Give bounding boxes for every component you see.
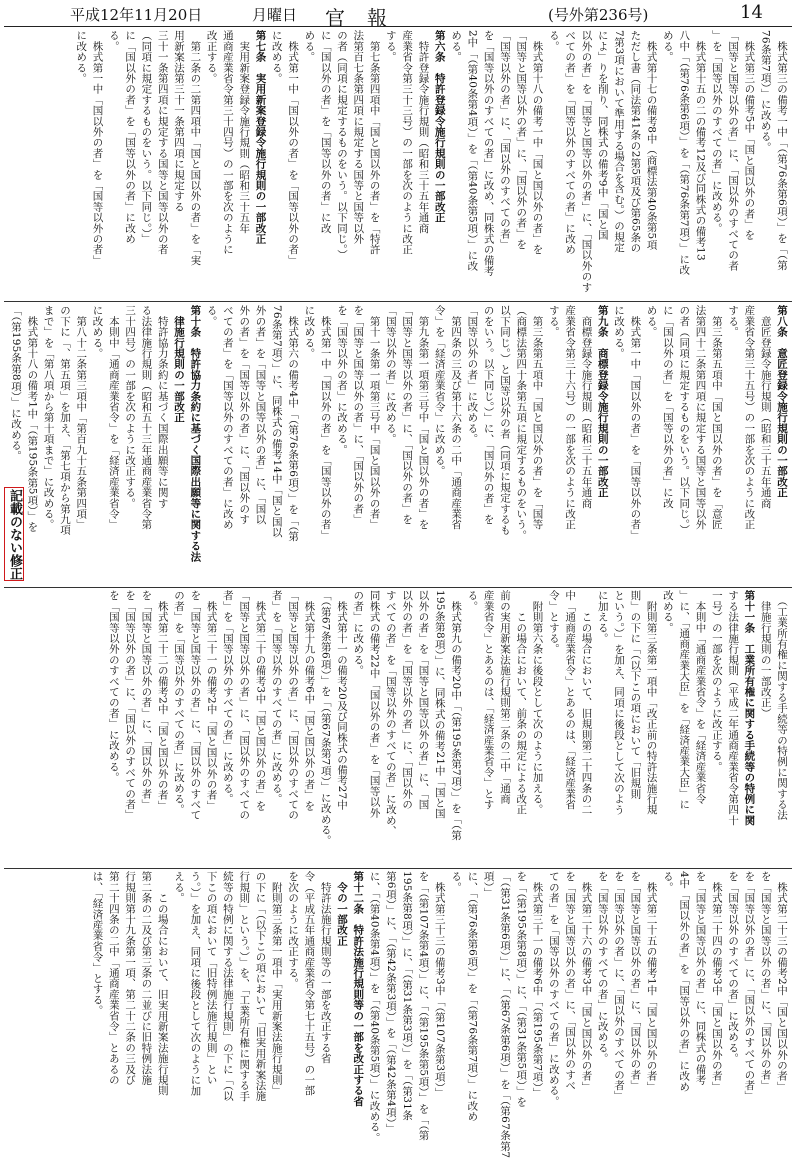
text-column: 法第四十二条第四項に規定する国等と国等以外 <box>694 305 707 530</box>
page-header <box>0 0 796 28</box>
text-column: 「国等と国等以外の者」に、「国以外のすべての <box>238 590 251 821</box>
text-column: を「国等と国等以外の者」に、「国以外の者」 <box>629 871 642 1091</box>
band-divider <box>4 301 792 302</box>
text-band-4 <box>6 871 790 1163</box>
text-column: 「（第195条第8項）」に改める。 <box>10 305 23 462</box>
text-column: 株式第二十五の備考1中「国と国以外の者」 <box>645 871 658 1092</box>
text-column: 「国等以外の者」に改める。 <box>384 305 397 445</box>
text-column: 特許登録令施行規則（昭和三十五年通商 <box>417 30 430 234</box>
text-column: る。 <box>466 590 479 612</box>
article-heading: 律施行規則の一部改正 <box>173 305 186 423</box>
text-column: 産業省令」とあるのは、「経済産業省令」とす <box>482 590 495 810</box>
text-column: の下に「、第五項」を加え、「第七項から第九項 <box>58 305 71 536</box>
text-column: 改める。 <box>661 590 674 633</box>
text-column: 「（第31条第6項）」に、「（第67条第6項）」を「（第67条第7項）」 <box>482 871 511 1159</box>
text-column: 令（平成五年通商産業省令第七十五号）の一部 <box>303 871 316 1096</box>
text-column: 「国等と国等以外の者」に、「国以外の者」を <box>515 30 528 250</box>
text-column: 株式第三十一の備考6中「（第195条第7項）」 <box>531 871 544 1099</box>
text-column: 令」とする。 <box>547 590 560 655</box>
text-column: 第三条第五項中「国と国以外の者」を「国等 <box>531 305 544 530</box>
gazette-title: 官報 <box>325 6 409 30</box>
text-column: 株式第一中「国以外の者」を「国等以外の者」 <box>287 30 300 266</box>
article-heading: 第九条 商標登録令施行規則の一部改正 <box>596 305 609 498</box>
article-heading: 第十二条 特許法施行規則等の一部を改正する省 <box>352 871 365 1107</box>
text-column: 改正する。 <box>205 30 218 84</box>
text-column: 用新案法第三十一条第四項に規定する <box>173 30 186 212</box>
issue-date: 平成12年11月20日 <box>70 6 203 24</box>
text-column: 同株式の備考22中「国以外の者」を「国等以外 <box>368 590 381 818</box>
text-column: 195条第8項）」に、「（第31条第3項）」を「（第31条 <box>401 871 414 1121</box>
text-column: に、「（第76条第6項）」を「（第76条第7項）」に改め <box>466 871 479 1122</box>
text-column: ただし書（同法第41条の2第5項及び第65条の <box>629 30 642 254</box>
text-column: 者」を「国等以外のすべての者」に改める。 <box>270 590 283 804</box>
text-column: 以下同じ。）と国等以外の者（同項に規定するも <box>498 305 511 536</box>
text-column: 株式第二十三の備考2中「国と国以外の者」 <box>776 871 788 1092</box>
text-column: 第十一条第一項第三号中「国と国以外の者」 <box>368 305 381 530</box>
article-heading: 第十条 特許協力条約に基づく国際出願等に関する法 <box>189 305 202 562</box>
text-column: 「国等以外の者」に改める。 <box>466 305 479 445</box>
text-column: 株式第十五の二の備考12及び同株式の備考13 <box>694 30 707 261</box>
text-column: 外の者」を「国等と国等以外の者」に、「国以 <box>254 305 267 525</box>
text-column: 以外の者」を「国等と国等以外の者」に、「国以外のす <box>580 30 593 293</box>
text-column: を「（第107条第4項）」に、「（第195条第5項）」を「（第 <box>417 871 430 1141</box>
text-band-2 <box>6 305 790 585</box>
text-column: を「国等と国等以外の者」に、「国以外のすべ <box>564 871 577 1091</box>
text-column: 則」の下に「（以下この項において「旧規則 <box>629 590 642 799</box>
text-column: 株式第一中「国以外の者」を「国等以外の者」 <box>629 305 642 541</box>
text-column: る。 <box>205 305 218 327</box>
text-column: 」に、「通商産業大臣」を「経済産業大臣」に <box>678 590 691 810</box>
text-column: （同項に規定するものをいう。以下同じ。）」 <box>140 30 153 245</box>
text-column: は、「経済産業省令」とする。 <box>91 871 104 1016</box>
text-column: する。 <box>547 305 560 338</box>
text-column: める。 <box>645 305 658 338</box>
text-column: の下に「（以下この項において「旧実用新案法施 <box>254 871 267 1102</box>
text-column: 株式第十七の備考8中（商標法第40条第5項 <box>645 30 658 251</box>
text-column: の者」に改める。 <box>352 590 365 676</box>
text-column: 2中「（第40条第4項）」を「（第40条第5項）」に改 <box>466 30 479 272</box>
text-column: 株式第二十一の備考2中「国と国以外の者」 <box>205 590 218 811</box>
text-column: る。 <box>547 30 560 52</box>
text-column: に改める。 <box>75 30 88 84</box>
text-column: える。 <box>173 871 186 904</box>
text-column: 株式第六の備考4中「（第76条第6項）」を「（第 <box>287 305 300 542</box>
text-column: を「国等以外の者」に、「国以外のすべての者」 <box>743 871 756 1102</box>
text-column: 前の実用新案法施行規則第二条の二中「通商 <box>498 590 511 804</box>
text-column: 「（第67条第6項）」を「（第67条第7項）」に改める。 <box>319 590 332 846</box>
text-column: 本則中「通商産業省令」を「経済産業省令 <box>694 590 707 804</box>
text-column: に「国以外の者」を「国等以外の者」に改 <box>319 30 332 234</box>
text-column: この場合において、前条の規定による改正 <box>515 590 528 815</box>
text-column: 附則第三条第一項中「改正前の特許法施行規 <box>645 590 658 815</box>
text-column: に「国以外の者」を「国等以外の者」に改め <box>124 30 137 244</box>
text-column: する。 <box>727 305 740 338</box>
text-column: 株式第一中「国以外の者」を「国等以外の者」 <box>319 305 332 541</box>
text-column: 株式第三の備考一中「（第76条第6項）」を「（第 <box>776 30 788 271</box>
article-heading: 令の一部改正 <box>335 871 348 946</box>
text-column: まで」を「第八項から第十項まで」に改める。 <box>42 305 55 530</box>
text-column: に改める。 <box>91 305 104 359</box>
text-column: 第二条の二及び第三条の二並びに旧特例法施 <box>140 871 153 1085</box>
text-column: 第七条第四項中「国と国以外の者」を「特許 <box>368 30 381 255</box>
text-column: る。 <box>450 871 463 893</box>
issue-number: (号外第236号) <box>548 6 649 24</box>
text-column: 」を「国等以外のすべての者」に改める。 <box>710 30 723 234</box>
text-column: 者」を「国等以外のすべての者」に改める。 <box>221 590 234 804</box>
text-column: （工業所有権に関する手続等の特例に関する法 <box>776 590 788 821</box>
text-column: を「国等と国等以外の者」に、「国以外の者」 <box>140 590 153 810</box>
text-column: によ」りを削り、同株式の備考9中「国と国 <box>596 30 609 241</box>
text-column: める。 <box>661 30 674 63</box>
text-column: 下この項において「旧特例法施行規則」とい <box>205 871 218 1085</box>
text-column: を「国等と国等以外の者」に、「国以外のすべて <box>189 590 202 821</box>
text-column: の者」を「国等以外のすべての者」に改める。 <box>173 590 186 815</box>
text-column: を「国等以外のすべての者」に改める。 <box>727 871 740 1064</box>
text-column: （商標法第四十条第五項に規定するものをいう。 <box>515 305 528 541</box>
text-column: を「国等以外の者」に、「国以外のすべての者」 <box>124 590 137 821</box>
text-column: 株式第二十の備考3中「国と国以外の者」を <box>254 590 267 811</box>
band-divider <box>4 868 792 869</box>
text-column: 産業省令第三十五号）の一部を次のように改正 <box>743 305 756 530</box>
text-column: 株式第十八の備考一中「国と国以外の者」を <box>531 30 544 255</box>
text-column: 附則第三条第一項中「実用新案法施行規則」 <box>270 871 283 1096</box>
text-column: 株式第九の備考20中「（第195条第7項）」を「（第 <box>450 590 463 841</box>
text-column: 株式第二十二の備考2中「国と国以外の者」 <box>156 590 169 811</box>
text-column: 本則中「通商産業省令」を「経済産業省令」 <box>107 305 120 530</box>
text-column: に改める。 <box>270 30 283 84</box>
text-column: この場合において、旧規則第二十四条の二 <box>580 590 593 815</box>
text-column: 特許法施行規則等の一部を改正する省 <box>319 871 332 1064</box>
text-column: 「国等と国等以外の者」に、「国以外の者」を <box>401 305 414 525</box>
text-column: を「国等と国等以外の者」に、「国以外の者」 <box>352 305 365 525</box>
text-column: 実用新案登録令施行規則（昭和三十五年 <box>238 30 251 234</box>
text-column: 通商産業省令第三十四号）の一部を次のように <box>221 30 234 255</box>
text-band-1 <box>6 30 790 297</box>
text-band-3 <box>6 590 790 865</box>
text-column: 第6項）」に、「（第42条第3項）」を「（第42条第4項）」 <box>384 871 397 1134</box>
text-column: に改める。 <box>613 305 626 359</box>
text-column: 株式第十九の備考6中「国と国以外の者」を <box>303 590 316 811</box>
article-heading: 第七条 実用新案登録令施行規則の一部改正 <box>254 30 267 244</box>
text-column: を「国等以外の者」に改める。 <box>335 305 348 455</box>
text-column: 第二十四条の二中「通商産業省令」とあるの <box>107 871 120 1085</box>
text-column: を「（第195条第8項）」に、「（第31条第5項）」を <box>515 871 528 1107</box>
text-column: う。）」を加え、同項に後段として次のように加 <box>189 871 202 1096</box>
text-column: 76条第7項）」に、同株式の備考14中「国と国以 <box>270 305 283 538</box>
text-column: 「国等と国等以外の者」に、「国以外のすべての者 <box>727 30 740 271</box>
text-column: の者（同項に規定するものをいう。以下同じ。） <box>678 305 691 536</box>
article-heading: 第六条 特許登録令施行規則の一部改正 <box>433 30 446 223</box>
text-column: 195条第8項）」に、同株式の備考21中「国と国 <box>433 590 446 819</box>
text-column: 特許協力条約に基づく国際出願等に関す <box>156 305 169 509</box>
text-column: 4中「国以外の者」を「国等以外の者」に改め <box>678 871 691 1092</box>
text-column: この場合において、旧実用新案法施行規則 <box>156 871 169 1096</box>
text-column: を「国等と国等以外の者」に、「国以外の者」 <box>759 871 772 1091</box>
text-column: べての者」を「国等以外のすべての者」に改め <box>221 305 234 530</box>
text-column: の者（同項に規定するものをいう。以下同じ。） <box>335 30 348 261</box>
text-column: 令」を「経済産業省令」に改める。 <box>433 305 446 477</box>
text-column: する。 <box>384 30 397 63</box>
text-column: 株式第二十六の備考3中「国と国以外の者」 <box>580 871 593 1092</box>
text-column: を「国等以外のすべての者」に改める。 <box>107 590 120 783</box>
text-column: 産業省令第三十三号）の一部を次のように改正 <box>401 30 414 255</box>
text-column: すべての者」を「国等以外のすべての者」に改め、 <box>384 590 397 837</box>
text-column: 株式第一中「国以外の者」を「国等以外の者」 <box>91 30 104 266</box>
article-heading: 第八条 意匠登録令施行規則の一部改正 <box>776 305 788 498</box>
text-column: を「国等以外のすべての者」に改め、同株式の備考 <box>482 30 495 277</box>
text-column: に加える。 <box>596 590 609 644</box>
text-column: 第二条の二第四項中「国と国以外の者」を「実 <box>189 30 202 266</box>
text-column: める。 <box>303 30 316 63</box>
text-column: る。 <box>107 30 120 52</box>
text-column: を「国等と国等以外の者」に、同株式の備考 <box>694 871 707 1085</box>
text-column: 附則第六条に後段として次のように加える。 <box>531 590 544 815</box>
text-column: る。 <box>661 871 674 893</box>
text-column: のをいう。以下同じ。）」に、「国以外の者」を <box>482 305 495 525</box>
page-number: 14 <box>740 2 763 23</box>
text-column: 続等の特例に関する法律施行規則」の下に「（以 <box>221 871 234 1102</box>
text-column: 行規則」という。）」を、「工業所有権に関する手 <box>238 871 251 1102</box>
text-column: 株式第三十三の備考3中「（第107条第3項）」 <box>433 871 446 1099</box>
text-column: 株式第三の備考5中「国と国以外の者」を <box>743 30 756 241</box>
text-column: ての者」を「国等以外のすべての者」に改める。 <box>547 871 560 1107</box>
text-column: に改める。 <box>303 305 316 359</box>
text-column: 76条第7項）」に改める。 <box>759 30 772 153</box>
text-column: 外の者」を「国等以外の者」に、「国以外のす <box>238 305 251 525</box>
text-column: 第三条第五項中「国と国以外の者」を「意匠 <box>710 305 723 530</box>
text-column: る法律施行規則（昭和五十三年通商産業省令第 <box>140 305 153 530</box>
correction-stamp: 記載のない修正 <box>4 487 24 581</box>
text-column: を「国等以外のすべての者」に改める。 <box>596 871 609 1064</box>
text-column: 産業省令第三十六号）の一部を次のように改正 <box>564 305 577 530</box>
text-column: 「国等以外の者」に、「国以外のすべての者」 <box>498 30 511 250</box>
text-column: する法律施行規則（平成二年通商産業省令第四十 <box>727 590 740 826</box>
text-column: を次のように改正する。 <box>287 871 300 989</box>
text-column: 法第百七条第四項に規定する国等と国等以外 <box>352 30 365 244</box>
text-column: 株式第二十四の備考3中「国と国以外の者」 <box>710 871 723 1092</box>
text-column: を「国等以外の者」に、「国以外のすべての者」 <box>613 871 626 1102</box>
header-rule <box>4 26 792 27</box>
text-column: 商標登録令施行規則（昭和三十五年通商 <box>580 305 593 509</box>
article-heading: 第十一条 工業所有権に関する手続等の特例に関 <box>743 590 756 826</box>
text-column: 意匠登録令施行規則（昭和三十五年通商 <box>759 305 772 509</box>
text-column: める。 <box>450 30 463 63</box>
text-column: 三十一条第四項に規定する国等と国等以外の者 <box>156 30 169 255</box>
text-column: 以外の者」を「国等と国等以外の者」に、「国 <box>417 590 430 810</box>
text-column: 中「通商産業省令」とあるのは、「経済産業省 <box>564 590 577 810</box>
text-column: に、「（第40条第4項）」を「（第40条第5項）」に改める。 <box>368 871 381 1143</box>
text-column: べての者」を「国等以外のすべての者」に改め <box>564 30 577 255</box>
text-column: 7第3項において準用する場合を含む。）の規定 <box>613 30 626 253</box>
band-divider <box>4 587 792 588</box>
text-column: 「国等と国等以外の者」に、「国以外のすべての <box>287 590 300 821</box>
text-column: 八中「（第76条第6項）」を「（第76条第7項）」に改 <box>678 30 691 275</box>
text-column: 三十四号）の一部を次のように改正する。 <box>124 305 137 509</box>
text-column: 一号）の一部を次のように改正する。 <box>710 590 723 772</box>
text-column: 行規則第十九条第一項、第二十二条の三及び <box>124 871 137 1085</box>
text-column: 以外の者」を「国等以外の者」に、「国以外の <box>401 590 414 810</box>
text-column: 第八十二条第三項中「第百九十五条第四項」 <box>75 305 88 530</box>
text-column: に「国以外の者」を「国等以外の者」に改 <box>661 305 674 509</box>
text-column: 第九条第一項第三号中「国と国以外の者」を <box>417 305 430 530</box>
text-column: 株式第十八の備考1中「（第195条第5項）」を <box>26 305 39 533</box>
text-column: 株式第十一の備考20及び同株式の備考27中 <box>335 590 348 811</box>
weekday: 月曜日 <box>252 6 298 24</box>
text-column: 第四条の三及び第十六条の二中「通商産業省 <box>450 305 463 530</box>
text-column: 律施行規則の一部改正） <box>759 590 772 719</box>
text-column: という。）」を加え、同項に後段として次のよう <box>613 590 626 815</box>
